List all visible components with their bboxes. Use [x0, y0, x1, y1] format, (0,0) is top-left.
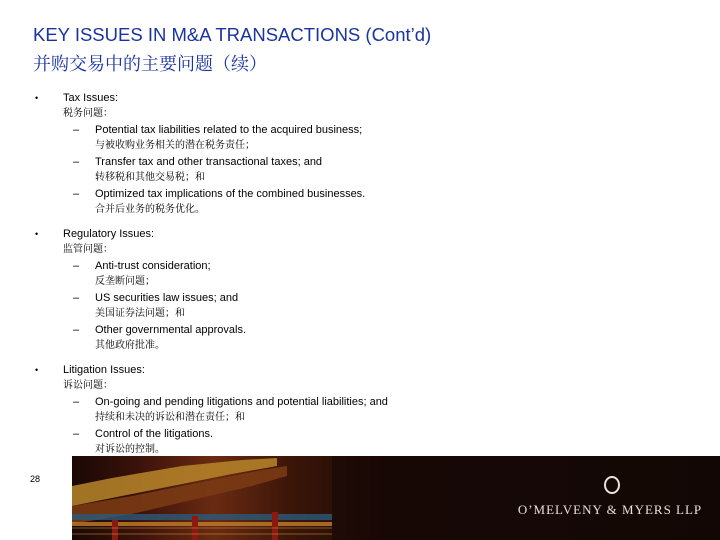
item-text-chinese: 其他政府批准。	[95, 340, 165, 351]
item-text-english: Optimized tax implications of the combined businesses.	[95, 188, 366, 200]
section-title-english: Litigation Issues:	[63, 364, 145, 376]
item-text-chinese: 转移税和其他交易税；和	[95, 172, 205, 183]
list-item	[63, 426, 492, 458]
list-item	[63, 394, 492, 426]
bullet-icon: •	[35, 229, 39, 239]
dash-icon: –	[73, 124, 80, 136]
dash-icon: –	[73, 156, 80, 168]
dash-icon: –	[73, 260, 80, 272]
dash-icon: –	[73, 188, 80, 200]
dash-icon: –	[73, 324, 80, 336]
page-number: 28	[30, 474, 41, 484]
slide-content	[32, 90, 492, 466]
slide-title-english: KEY ISSUES IN M&A TRANSACTIONS (Cont’d)	[33, 24, 432, 45]
slide-title-chinese: 并购交易中的主要问题（续）	[33, 54, 267, 75]
item-text-chinese: 合并后业务的税务优化。	[95, 204, 205, 215]
section-title-english: Regulatory Issues:	[63, 228, 155, 240]
item-text-english: Anti-trust consideration;	[95, 260, 211, 272]
section-regulatory-issues	[32, 226, 492, 354]
item-text-english: Control of the litigations.	[95, 428, 214, 440]
section-title-chinese: 税务问题：	[63, 108, 113, 119]
item-text-english: Potential tax liabilities related to the acquired business;	[95, 124, 363, 136]
item-text-chinese: 对诉讼的控制。	[95, 444, 165, 455]
item-text-english: Transfer tax and other transactional taxes; and	[95, 156, 323, 168]
item-text-chinese: 美国证券法问题；和	[95, 308, 185, 319]
section-title-english: Tax Issues:	[63, 92, 119, 104]
section-tax-issues	[32, 90, 492, 218]
item-text-english: Other governmental approvals.	[95, 324, 247, 336]
item-text-english: On-going and pending litigations and potential liabilities; and	[95, 396, 388, 408]
bullet-icon: •	[35, 93, 39, 103]
dash-icon: –	[73, 428, 80, 440]
company-logo	[500, 474, 720, 534]
dash-icon: –	[73, 396, 80, 408]
logo-text: O’MELVENY & MYERS LLP	[517, 502, 703, 517]
item-text-english: US securities law issues; and	[95, 292, 239, 304]
section-litigation-issues	[32, 362, 492, 458]
list-item	[63, 186, 492, 218]
item-text-chinese: 持续和未决的诉讼和潜在责任；和	[95, 412, 245, 423]
bullet-icon: •	[35, 365, 39, 375]
section-title-chinese: 诉讼问题：	[63, 380, 113, 391]
item-text-chinese: 反垄断问题；	[95, 276, 155, 287]
list-item	[63, 290, 492, 322]
logo-ring-icon	[604, 476, 620, 494]
list-item	[63, 258, 492, 290]
list-item	[63, 322, 492, 354]
dash-icon: –	[73, 292, 80, 304]
list-item	[63, 154, 492, 186]
item-text-chinese: 与被收购业务相关的潜在税务责任；	[95, 140, 255, 151]
list-item	[63, 122, 492, 154]
section-title-chinese: 监管问题：	[63, 244, 113, 255]
